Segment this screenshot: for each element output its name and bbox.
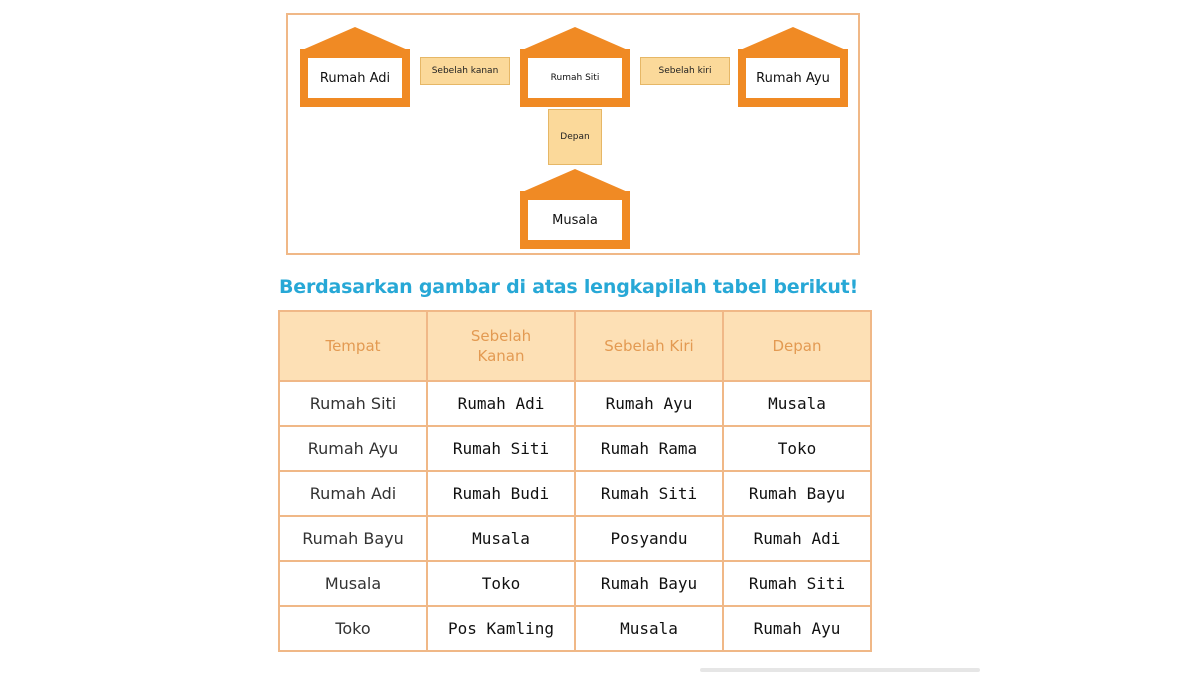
cell-tempat: Rumah Siti [279, 381, 427, 426]
cell-sebelah-kiri: Rumah Ayu [575, 381, 723, 426]
house-roof [300, 27, 410, 51]
table-row [279, 426, 871, 471]
cell-depan: Rumah Siti [723, 561, 871, 606]
cell-sebelah-kiri: Rumah Bayu [575, 561, 723, 606]
cell-sebelah-kanan: Rumah Siti [427, 426, 575, 471]
instruction-heading: Berdasarkan gambar di atas lengkapilah tabel berikut! [279, 276, 859, 298]
house-label: Rumah Adi [308, 58, 402, 98]
header-depan: Depan [723, 311, 871, 381]
table-row [279, 516, 871, 561]
cell-tempat: Musala [279, 561, 427, 606]
house-roof [520, 27, 630, 51]
table-header-row [279, 311, 871, 381]
cell-sebelah-kiri: Rumah Rama [575, 426, 723, 471]
relation-sebelah-kiri: Sebelah kiri [640, 57, 730, 85]
table-row [279, 471, 871, 516]
house-rumah-ayu [738, 27, 848, 107]
relation-depan: Depan [548, 109, 602, 165]
header-tempat: Tempat [279, 311, 427, 381]
cell-tempat: Rumah Adi [279, 471, 427, 516]
house-musala [520, 169, 630, 249]
house-roof [738, 27, 848, 51]
house-label: Rumah Ayu [746, 58, 840, 98]
header-sebelah-kiri: Sebelah Kiri [575, 311, 723, 381]
cell-sebelah-kanan: Rumah Budi [427, 471, 575, 516]
house-label: Musala [528, 200, 622, 240]
cell-depan: Toko [723, 426, 871, 471]
cell-sebelah-kiri: Musala [575, 606, 723, 651]
cell-depan: Rumah Ayu [723, 606, 871, 651]
cell-depan: Musala [723, 381, 871, 426]
house-body [738, 49, 848, 107]
header-sebelah-kanan-label: Sebelah Kanan [470, 327, 532, 365]
cell-tempat: Toko [279, 606, 427, 651]
table-row [279, 381, 871, 426]
cell-sebelah-kanan: Toko [427, 561, 575, 606]
cell-sebelah-kiri: Rumah Siti [575, 471, 723, 516]
house-rumah-siti [520, 27, 630, 107]
house-roof [520, 169, 630, 193]
map-diagram [286, 13, 860, 255]
cell-depan: Rumah Adi [723, 516, 871, 561]
house-body [520, 191, 630, 249]
answer-table [278, 310, 872, 652]
house-body [300, 49, 410, 107]
scan-smear [700, 668, 980, 672]
cell-sebelah-kanan: Rumah Adi [427, 381, 575, 426]
cell-sebelah-kanan: Musala [427, 516, 575, 561]
cell-tempat: Rumah Bayu [279, 516, 427, 561]
header-sebelah-kanan [427, 311, 575, 381]
house-rumah-adi [300, 27, 410, 107]
relation-sebelah-kanan: Sebelah kanan [420, 57, 510, 85]
house-body [520, 49, 630, 107]
house-label: Rumah Siti [528, 58, 622, 98]
cell-depan: Rumah Bayu [723, 471, 871, 516]
table-row [279, 606, 871, 651]
cell-sebelah-kiri: Posyandu [575, 516, 723, 561]
cell-tempat: Rumah Ayu [279, 426, 427, 471]
cell-sebelah-kanan: Pos Kamling [427, 606, 575, 651]
table-row [279, 561, 871, 606]
